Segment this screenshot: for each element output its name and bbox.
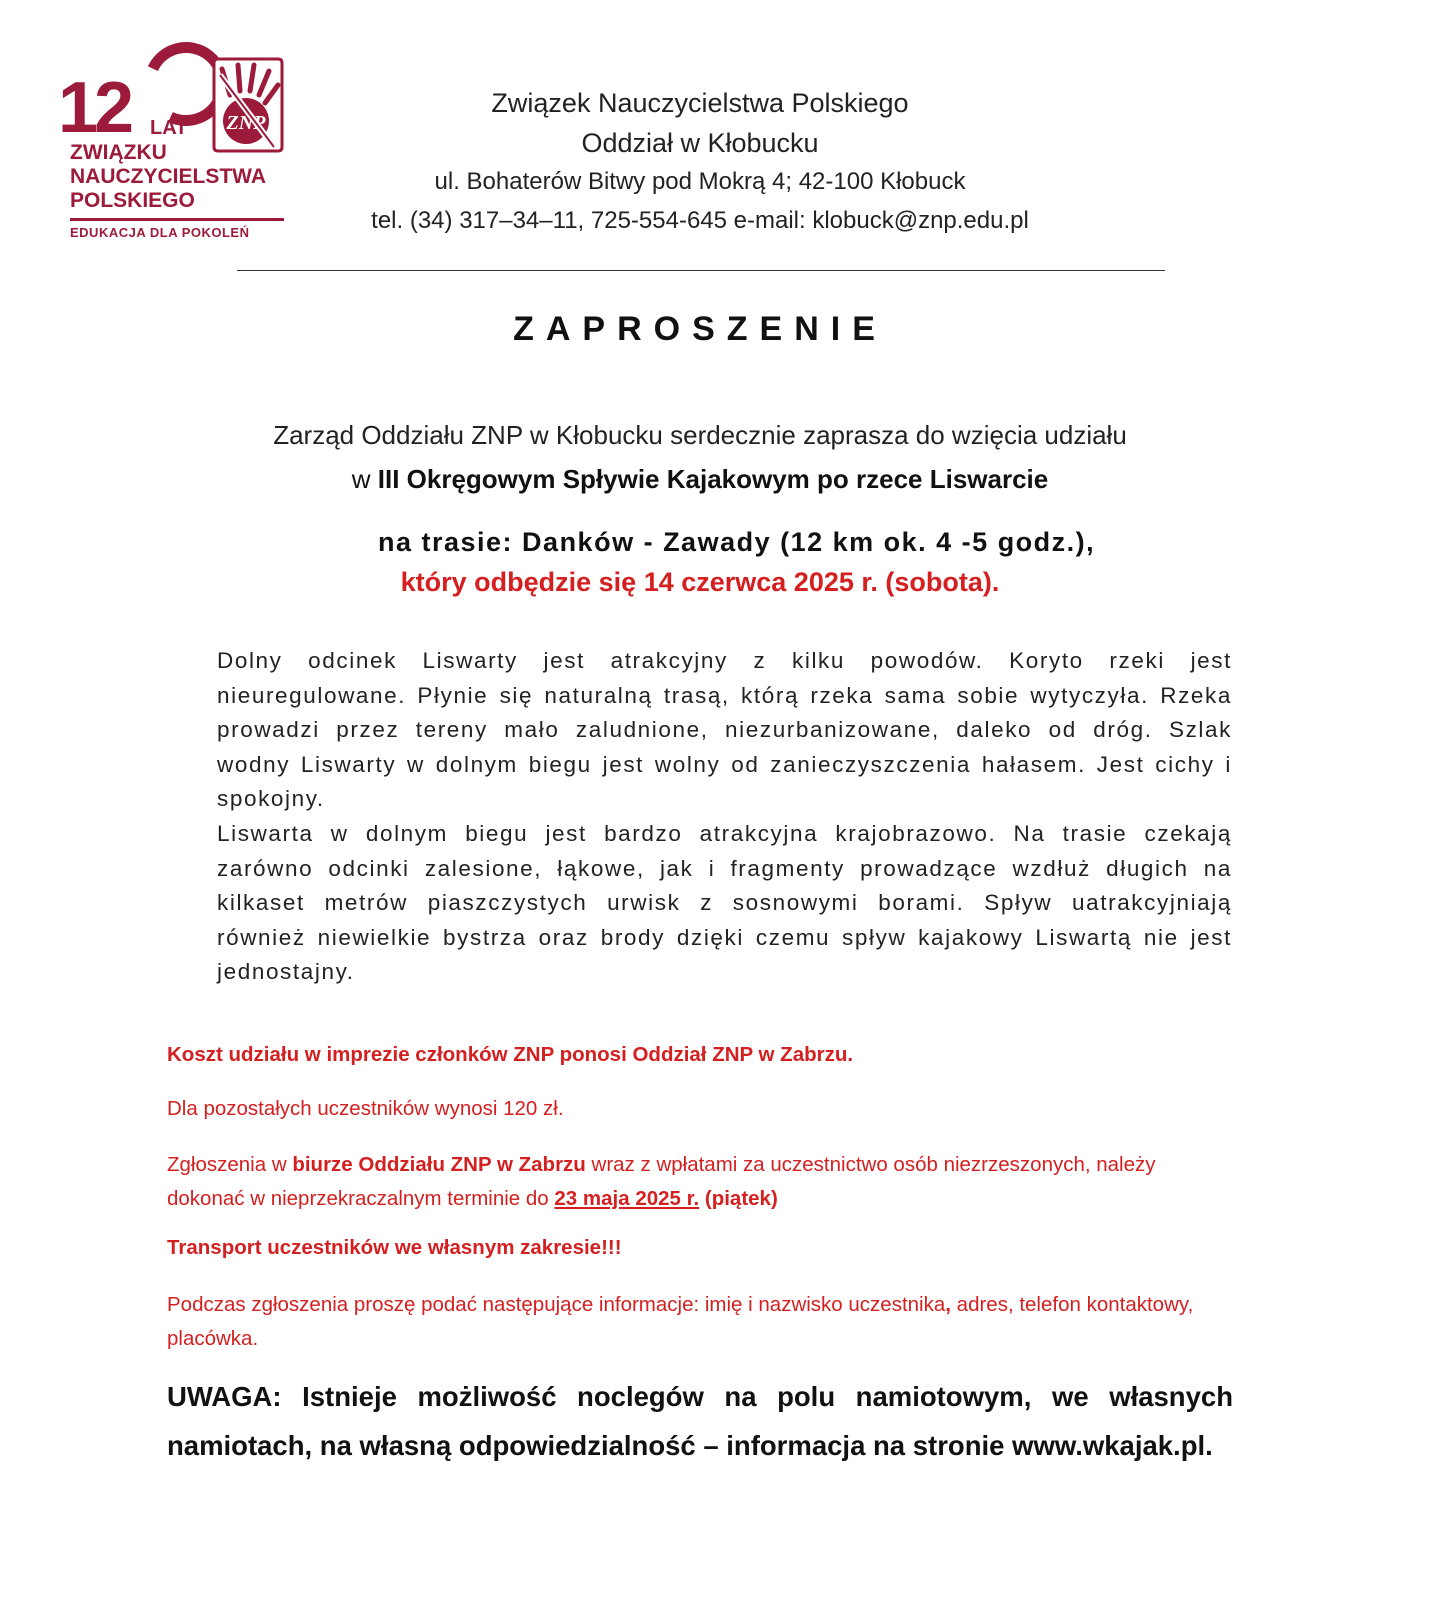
logo-tagline: EDUKACJA DLA POKOLEŃ bbox=[70, 225, 250, 240]
others-price: Dla pozostałych uczestników wynosi 120 zł. bbox=[167, 1097, 564, 1120]
description-paragraph-1: Dolny odcinek Liswarty jest atrakcyjny z kilku powodów. Koryto rzeki jest nieuregulowane. Płynie się naturalną trasą, którą rzeka sama sobie wytyczyła. Rzeka prowadzi przez tereny mało zaludnione, niezurbanizowane, daleko od dróg. Szlak wodny Liswarty w dolnym biegu jest wolny od zanieczyszczenia hałasem. Jest cichy i spokojny. bbox=[217, 648, 1232, 812]
apply-deadline-day: (piątek) bbox=[699, 1187, 778, 1210]
accommodation-note: UWAGA: Istnieje możliwość noclegów na polu namiotowym, we własnych namiotach, na własną odpowiedzialność – informacja na stronie www.wkajak.pl. bbox=[167, 1381, 1233, 1461]
logo-divider bbox=[70, 218, 284, 221]
cost-info: Koszt udziału w imprezie członków ZNP ponosi Oddział ZNP w Zabrzu. bbox=[167, 1043, 854, 1066]
org-name: Związek Nauczycielstwa Polskiego bbox=[491, 88, 909, 118]
page-title: ZAPROSZENIE bbox=[513, 310, 887, 348]
apply-deadline: 23 maja 2025 r. bbox=[554, 1187, 700, 1210]
logo-line-2: NAUCZYCIELSTWA bbox=[70, 165, 266, 188]
info-text-c: adres, telefon kontaktowy, placówka. bbox=[167, 1293, 1194, 1350]
logo-line-1: ZWIĄZKU bbox=[70, 141, 167, 164]
branch-name: Oddział w Kłobucku bbox=[581, 128, 819, 158]
intro-line-2 bbox=[150, 464, 1250, 495]
apply-text-a: Zgłoszenia w bbox=[167, 1153, 293, 1176]
contact-line: tel. (34) 317–34–11, 725-554-645 e-mail: klobuck@znp.edu.pl bbox=[371, 207, 1029, 234]
header-divider bbox=[237, 270, 1165, 271]
route-line: na trasie: Danków - Zawady (12 km ok. 4 -5 godz.), bbox=[378, 527, 1096, 557]
logo-number: 12 bbox=[58, 68, 131, 148]
event-date: który odbędzie się 14 czerwca 2025 r. (sobota). bbox=[400, 567, 1000, 597]
intro-line-2-prefix: w bbox=[351, 464, 378, 494]
info-comma: , bbox=[945, 1293, 951, 1316]
required-info bbox=[167, 1288, 1237, 1356]
event-name: III Okręgowym Spływie Kajakowym po rzece Liswarcie bbox=[377, 464, 1049, 494]
river-description bbox=[217, 644, 1232, 990]
intro-line-1: Zarząd Oddziału ZNP w Kłobucku serdecznie zaprasza do wzięcia udziału bbox=[273, 420, 1127, 450]
description-paragraph-2: Liswarta w dolnym biegu jest bardzo atrakcyjna krajobrazowo. Na trasie czekają zarówno odcinki zalesione, łąkowe, jak i fragmenty prowadzące wzdłuż długich na kilkaset metrów piaszczystych urwisk z sosnowymi borami. Spływ uatrakcyjniają również niewielkie bystrza oraz brody dzięki czemu spływ kajakowy Liswartą nie jest jednostajny. bbox=[217, 820, 1232, 985]
address: ul. Bohaterów Bitwy pod Mokrą 4; 42-100 Kłobuck bbox=[434, 168, 966, 195]
logo-line-3: POLSKIEGO bbox=[70, 189, 195, 212]
apply-text-c: wraz z wpłatami za uczestnictwo osób niezrzeszonych, należy dokonać w nieprzekraczalnym terminie do bbox=[167, 1153, 1156, 1210]
logo-lat: LAT bbox=[150, 117, 188, 139]
application-info bbox=[167, 1148, 1237, 1216]
transport-info: Transport uczestników we własnym zakresie!!! bbox=[167, 1236, 622, 1259]
emblem-text: ZNP bbox=[226, 112, 266, 134]
znp-emblem-icon bbox=[212, 55, 284, 155]
info-text-a: Podczas zgłoszenia proszę podać następujące informacje: imię i nazwisko uczestnika bbox=[167, 1293, 946, 1316]
apply-office: biurze Oddziału ZNP w Zabrzu bbox=[292, 1153, 586, 1176]
